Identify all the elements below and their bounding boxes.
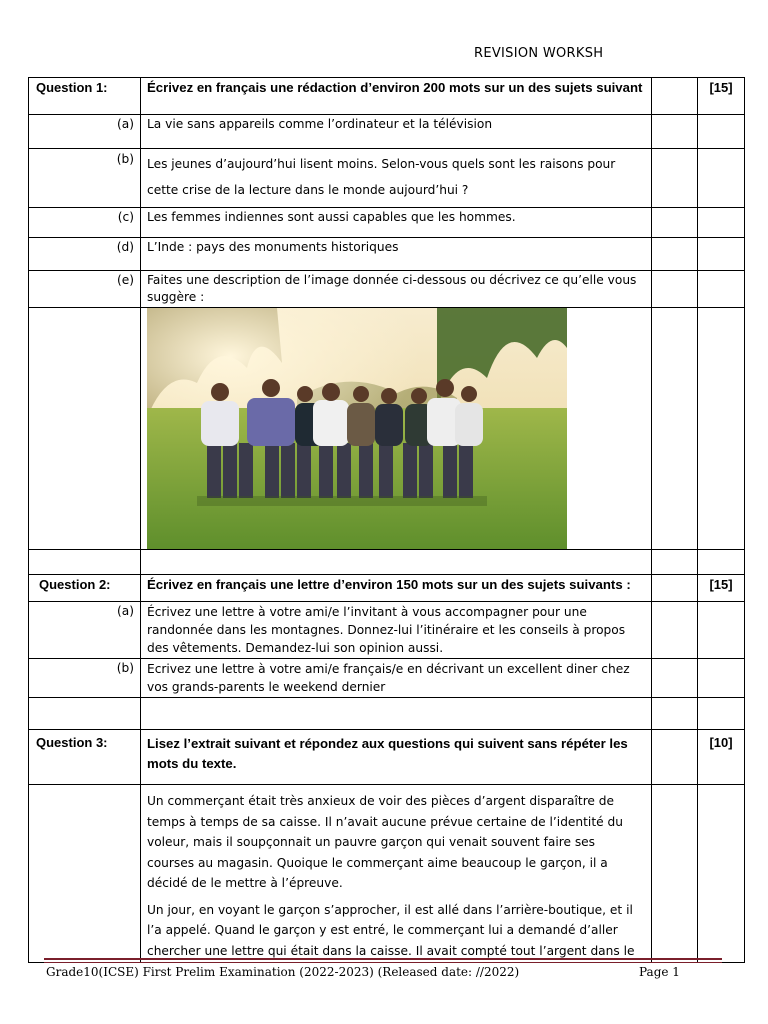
q1-item-a bbox=[29, 115, 745, 149]
q1-d-letter: (d) bbox=[29, 238, 141, 271]
footer-exam-info: Grade10(ICSE) First Prelim Examination (2022-2023) (Released date: //2022) bbox=[46, 965, 520, 979]
q1-a-text: La vie sans appareils comme l’ordinateur et la télévision bbox=[141, 115, 652, 149]
q1-item-d bbox=[29, 238, 745, 271]
q1-item-e bbox=[29, 271, 745, 308]
q1-b-text bbox=[141, 149, 652, 208]
q2-a-text: Écrivez une lettre à votre ami/e l’invitant à vous accompagner pour une randonnée dans les montagnes. Donnez-lui l’itinéraire et les conseils à propos des vêtements. Demandez-lui son opinion aussi. bbox=[141, 602, 652, 659]
q3-label: Question 3: bbox=[29, 730, 141, 785]
q1-marks: [15] bbox=[698, 78, 745, 115]
q2-header-row bbox=[29, 575, 745, 602]
q1-c-letter: (c) bbox=[29, 208, 141, 238]
q1-label: Question 1: bbox=[29, 78, 141, 115]
q1-e-letter: (e) bbox=[29, 271, 141, 308]
q2-label: Question 2: bbox=[29, 575, 141, 602]
q3-passage-row bbox=[29, 785, 745, 963]
page-number: Page 1 bbox=[639, 965, 680, 979]
worksheet-table bbox=[28, 77, 745, 963]
q2-item-b bbox=[29, 659, 745, 698]
q1-header-row bbox=[29, 78, 745, 115]
q1-b-line1: Les jeunes d’aujourd’hui lisent moins. Selon-vous quels sont les raisons pour bbox=[147, 157, 616, 171]
q1-b-line2: cette crise de la lecture dans le monde aujourd’hui ? bbox=[147, 183, 469, 197]
q1-e-text: Faites une description de l’image donnée ci-dessous ou décrivez ce qu’elle vous suggère : bbox=[141, 271, 652, 308]
footer-rule bbox=[44, 958, 722, 960]
q3-header-row bbox=[29, 730, 745, 785]
q3-paragraph-2: Un jour, en voyant le garçon s’approcher, il est allé dans l’arrière-boutique, et il l’a appelé. Quand le garçon y est entré, le commerçant lui a demandé d’aller chercher une lettre qui était dans la caisse. Il avait compté tout l’argent dans le bbox=[147, 902, 635, 958]
q2-item-a bbox=[29, 602, 745, 659]
q1-prompt: Écrivez en français une rédaction d’environ 200 mots sur un des sujets suivant bbox=[141, 78, 652, 115]
q2-prompt: Écrivez en français une lettre d’environ 150 mots sur un des sujets suivants : bbox=[141, 575, 652, 602]
q1-image-row bbox=[29, 308, 745, 550]
q1-c-text: Les femmes indiennes sont aussi capables que les hommes. bbox=[141, 208, 652, 238]
q1-item-c bbox=[29, 208, 745, 238]
q1-d-text: L’Inde : pays des monuments historiques bbox=[141, 238, 652, 271]
q2-a-letter: (a) bbox=[29, 602, 141, 659]
q3-marks: [10] bbox=[698, 730, 745, 785]
q3-paragraph-1: Un commerçant était très anxieux de voir des pièces d’argent disparaître de temps à temps de sa caisse. Il n’avait aucune prévue certaine de l’identité du voleur, mais il soupçonnait un pauvre garçon qui venait souvent faire ses courses au magasin. Quoique le commerçant aime beaucoup le garçon, il a décidé de le mettre à l’épreuve. bbox=[147, 794, 623, 890]
spacer-row-2 bbox=[29, 698, 745, 730]
group-of-friends-photo bbox=[147, 308, 567, 549]
spacer-row bbox=[29, 550, 745, 575]
q3-prompt: Lisez l’extrait suivant et répondez aux questions qui suivent sans répéter les mots du texte. bbox=[141, 730, 652, 785]
q3-passage bbox=[141, 785, 652, 963]
footer-rule-thin bbox=[44, 962, 722, 963]
q2-marks: [15] bbox=[698, 575, 745, 602]
q1-a-letter: (a) bbox=[29, 115, 141, 149]
q2-b-text: Ecrivez une lettre à votre ami/e français/e en décrivant un excellent diner chez vos grands-parents le weekend dernier bbox=[141, 659, 652, 698]
q1-b-letter: (b) bbox=[29, 149, 141, 208]
q1-item-b bbox=[29, 149, 745, 208]
worksheet-title: REVISION WORKSH bbox=[474, 46, 604, 61]
q2-b-letter: (b) bbox=[29, 659, 141, 698]
